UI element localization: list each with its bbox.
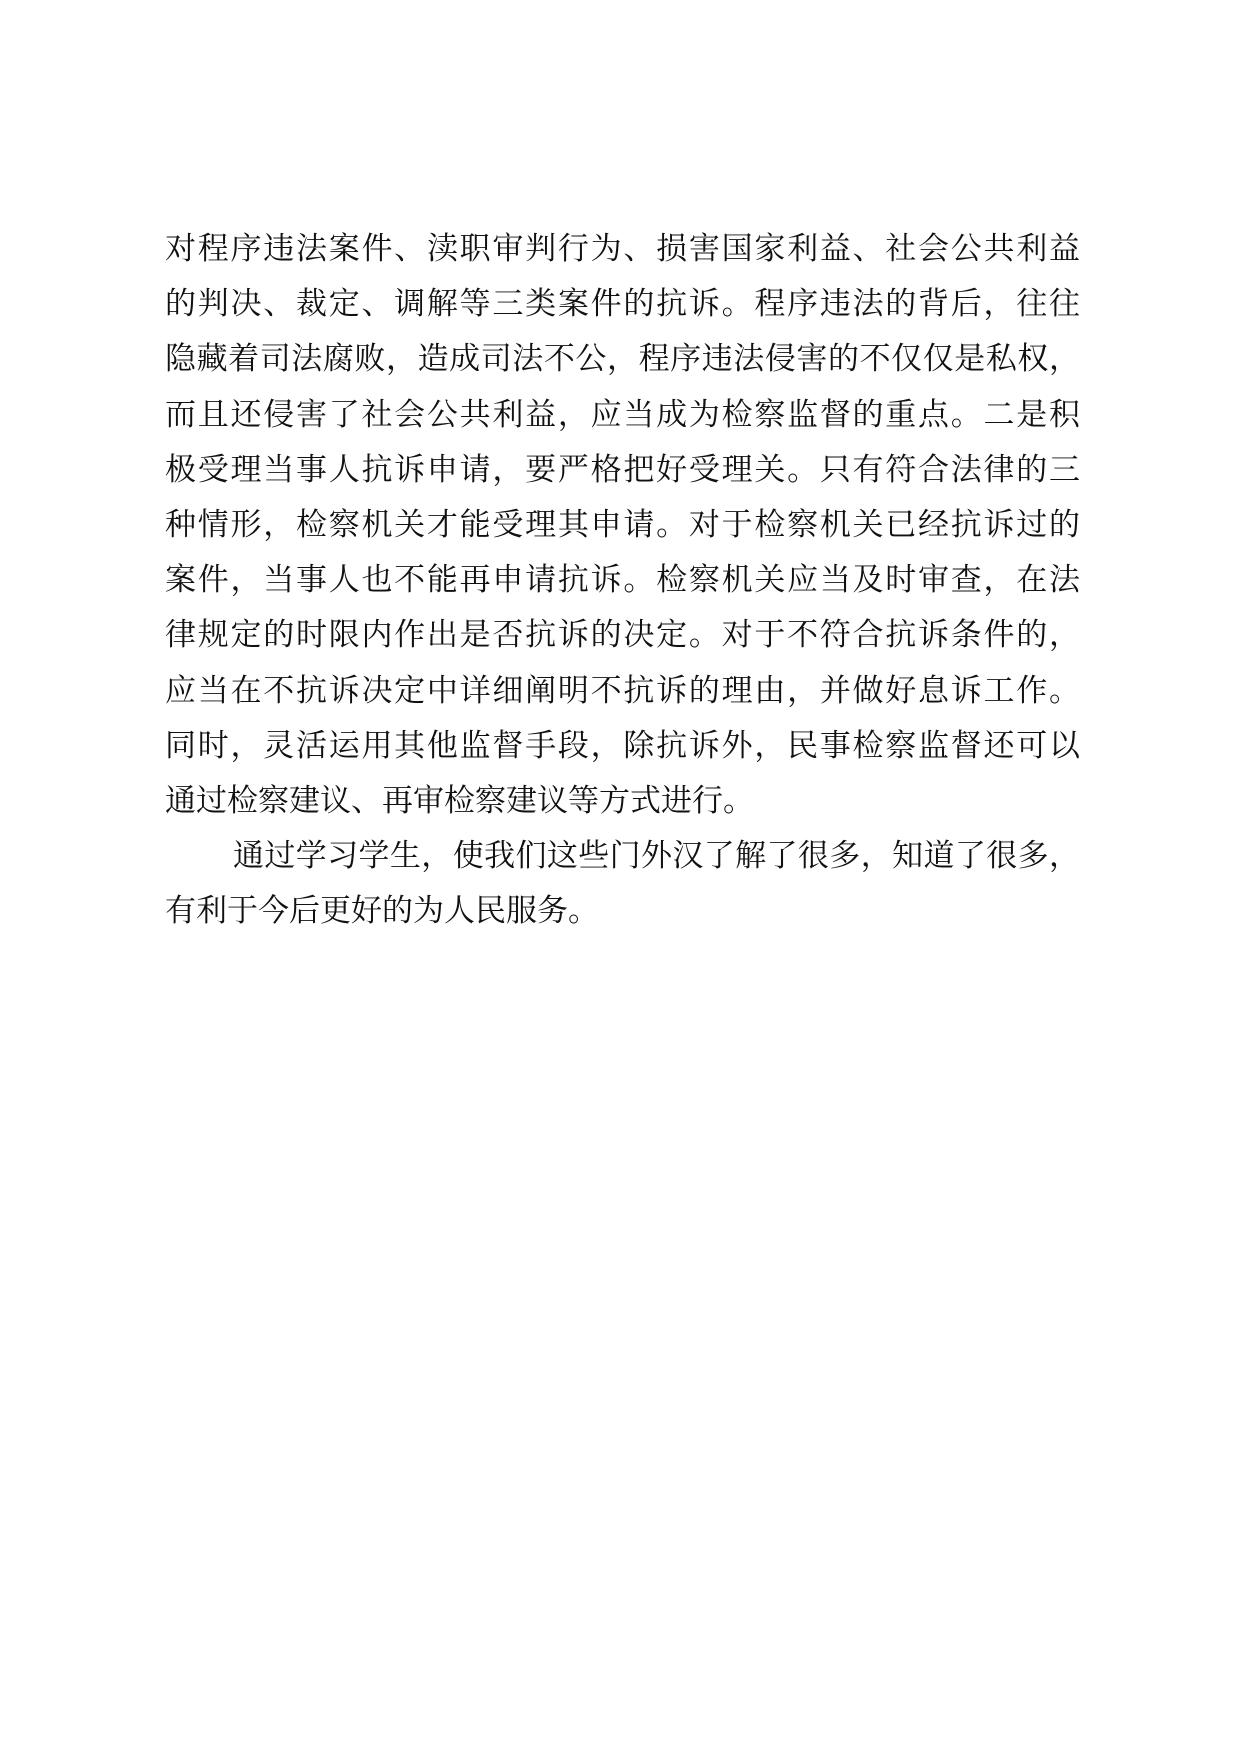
paragraph-2 — [165, 829, 1080, 939]
paragraph-line: 而且还侵害了社会公共利益，应当成为检察监督的重点。二是积 — [165, 396, 1080, 433]
paragraph-line: 隐藏着司法腐败，造成司法不公，程序违法侵害的不仅仅是私权， — [165, 341, 1080, 378]
paragraph-1 — [165, 222, 1080, 829]
paragraph-line: 有利于今后更好的为人民服务。 — [165, 893, 599, 930]
paragraph-line: 案件，当事人也不能再申请抗诉。检察机关应当及时审查，在法 — [165, 562, 1080, 599]
paragraph-line: 应当在不抗诉决定中详细阐明不抗诉的理由，并做好息诉工作。 — [165, 672, 1080, 709]
paragraph-line: 通过学习学生，使我们这些门外汉了解了很多，知道了很多， — [233, 838, 1080, 875]
paragraph-line: 律规定的时限内作出是否抗诉的决定。对于不符合抗诉条件的， — [165, 617, 1080, 654]
paragraph-line: 同时，灵活运用其他监督手段，除抗诉外，民事检察监督还可以 — [165, 727, 1080, 764]
paragraph-line: 种情形，检察机关才能受理其申请。对于检察机关已经抗诉过的 — [165, 506, 1080, 543]
paragraph-line: 极受理当事人抗诉申请，要严格把好受理关。只有符合法律的三 — [165, 451, 1080, 488]
document-body — [165, 222, 1080, 939]
paragraph-line: 的判决、裁定、调解等三类案件的抗诉。程序违法的背后，往往 — [165, 286, 1080, 323]
paragraph-line: 通过检察建议、再审检察建议等方式进行。 — [165, 782, 754, 819]
paragraph-line: 对程序违法案件、渎职审判行为、损害国家利益、社会公共利益 — [165, 231, 1080, 267]
